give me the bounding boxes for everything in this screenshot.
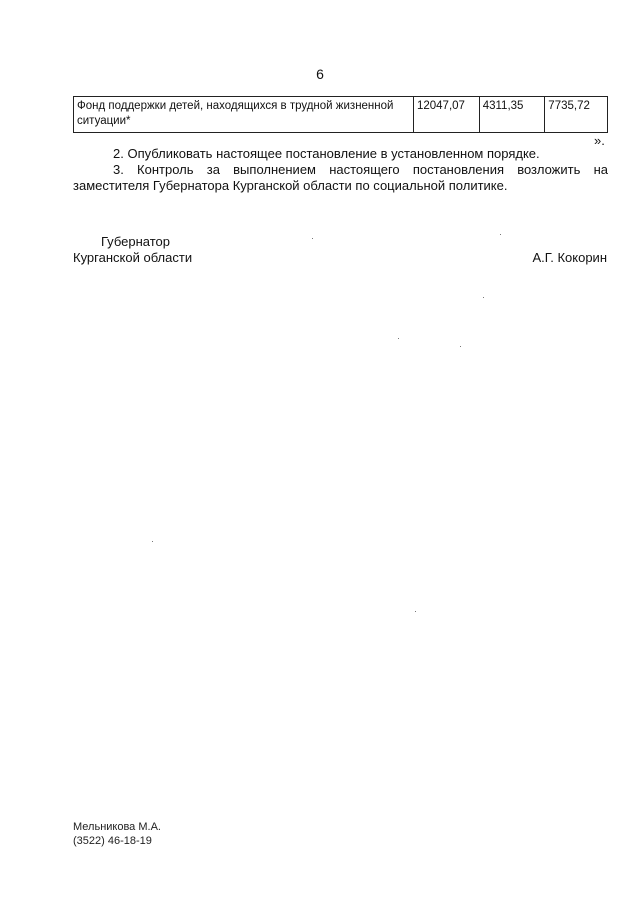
scan-speck (152, 541, 153, 542)
scan-speck (398, 338, 399, 339)
signature-region: Курганской области (73, 250, 193, 265)
executor-phone: (3522) 46-18-19 (73, 835, 152, 847)
executor-block (73, 820, 161, 848)
page-number: 6 (316, 66, 324, 82)
fund-table (73, 96, 608, 133)
scan-speck (483, 297, 484, 298)
signatory-name: А.Г. Кокорин (532, 250, 607, 265)
scan-speck (415, 611, 416, 612)
signature-title (73, 234, 192, 266)
paragraph-control: 3. Контроль за выполнением настоящего постановления возложить на заместителя Губернатора Курганской области по социальной политике. (73, 162, 608, 193)
fund-name-cell: Фонд поддержки детей, находящихся в трудной жизненной ситуации* (74, 97, 414, 133)
scan-speck (500, 234, 501, 235)
scan-speck (312, 238, 313, 239)
closing-quote: ». (594, 133, 605, 148)
fund-value-cell: 7735,72 (545, 97, 608, 133)
signature-position: Губернатор (101, 234, 170, 249)
table-row (74, 97, 608, 133)
fund-value-cell: 12047,07 (413, 97, 479, 133)
executor-name: Мельникова М.А. (73, 821, 161, 833)
fund-value-cell: 4311,35 (479, 97, 545, 133)
paragraph-publish: 2. Опубликовать настоящее постановление в установленном порядке. (113, 146, 540, 161)
scan-speck (460, 346, 461, 347)
